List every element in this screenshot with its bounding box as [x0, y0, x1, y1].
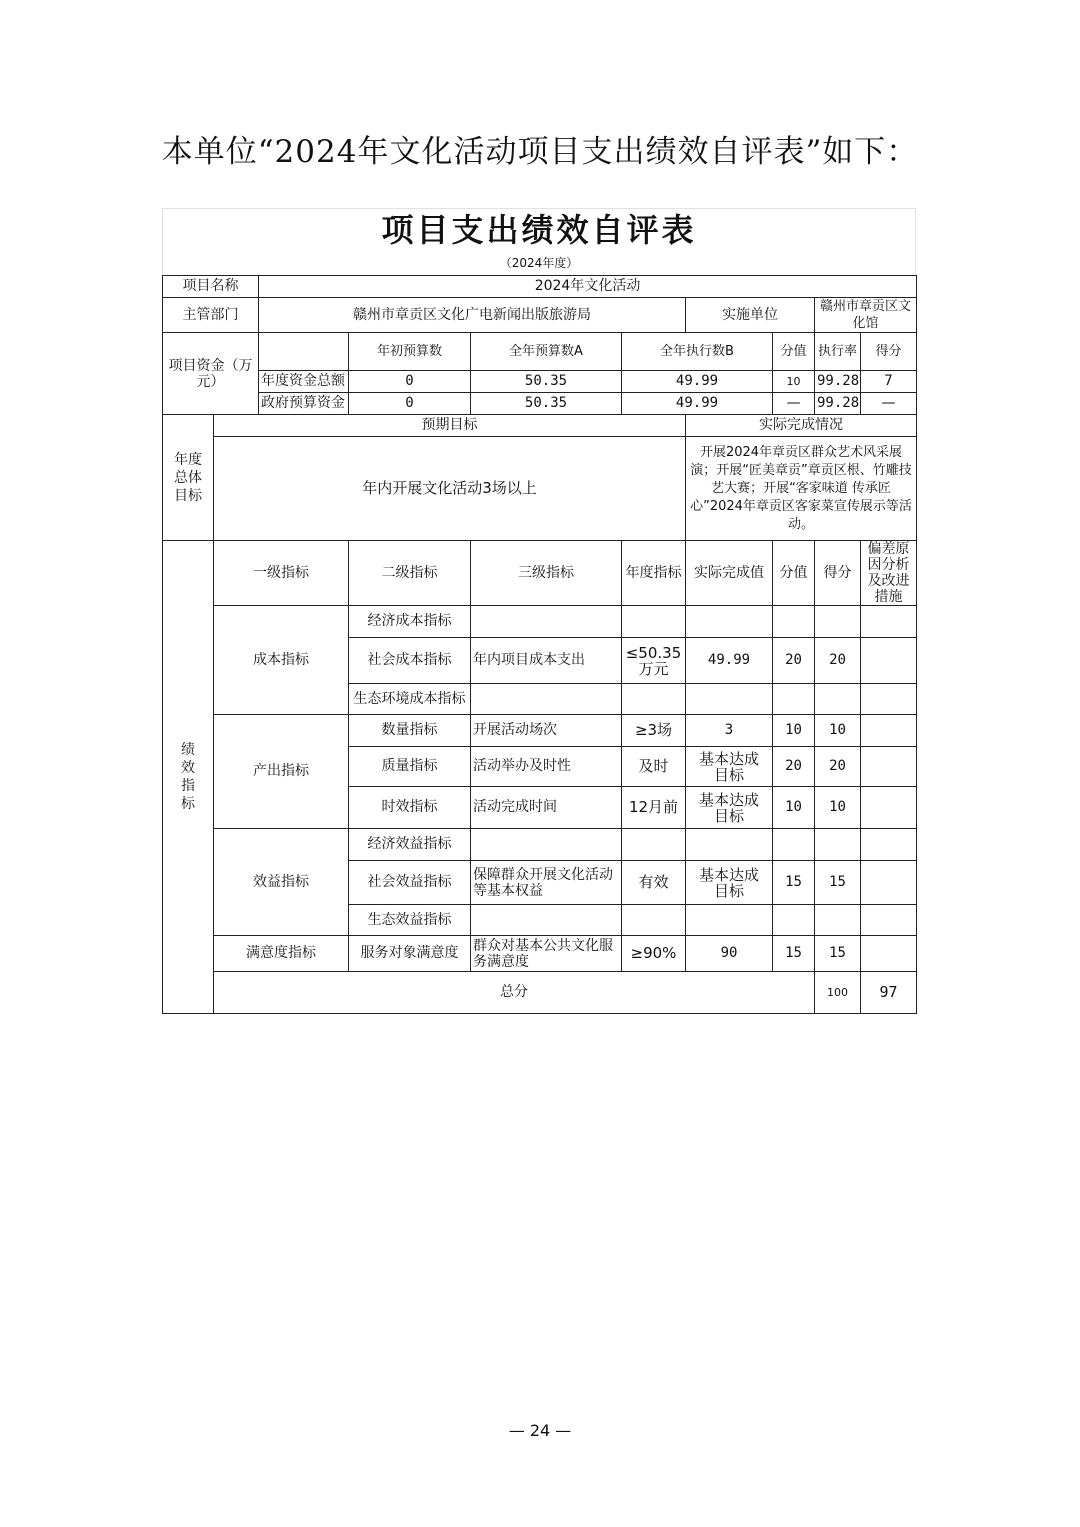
funds-score: 7 [861, 371, 917, 393]
perf-value: 20 [773, 747, 815, 787]
funds-row-name: 政府预算资金 [259, 393, 349, 415]
perf-value [773, 606, 815, 638]
perf-group-output: 产出指标 [214, 715, 349, 829]
goal-expected-header: 预期目标 [214, 415, 686, 437]
perf-header-actual: 实际完成值 [686, 541, 773, 606]
perf-note [861, 606, 917, 638]
perf-l3 [471, 905, 622, 936]
perf-target [622, 905, 686, 936]
funds-header-rate: 执行率 [815, 333, 861, 371]
perf-actual: 基本达成目标 [686, 861, 773, 905]
goal-expected-text: 年内开展文化活动3场以上 [214, 437, 686, 541]
perf-l3 [471, 606, 622, 638]
funds-header-exec: 全年执行数B [622, 333, 773, 371]
funds-header-score: 得分 [861, 333, 917, 371]
perf-actual: 基本达成目标 [686, 747, 773, 787]
perf-l2: 经济成本指标 [349, 606, 471, 638]
perf-actual: 49.99 [686, 638, 773, 684]
perf-l2: 生态效益指标 [349, 905, 471, 936]
evaluation-table [162, 275, 917, 1014]
funds-rate: 99.28 [815, 393, 861, 415]
perf-group-satisfaction: 满意度指标 [214, 936, 349, 972]
perf-l3: 年内项目成本支出 [471, 638, 622, 684]
perf-l2: 经济效益指标 [349, 829, 471, 861]
funds-exec: 49.99 [622, 371, 773, 393]
perf-l3 [471, 829, 622, 861]
funds-row-name: 年度资金总额 [259, 371, 349, 393]
perf-target: 有效 [622, 861, 686, 905]
perf-score [815, 905, 861, 936]
funds-rate: 99.28 [815, 371, 861, 393]
perf-l2: 数量指标 [349, 715, 471, 747]
perf-header-note: 偏差原因分析及改进措施 [861, 541, 917, 606]
perf-l2: 服务对象满意度 [349, 936, 471, 972]
perf-l2: 社会效益指标 [349, 861, 471, 905]
perf-note [861, 861, 917, 905]
perf-l3 [471, 684, 622, 715]
perf-note [861, 936, 917, 972]
perf-actual: 3 [686, 715, 773, 747]
perf-l2: 社会成本指标 [349, 638, 471, 684]
perf-target [622, 684, 686, 715]
dept-label: 主管部门 [163, 298, 259, 333]
perf-header-value: 分值 [773, 541, 815, 606]
perf-header-l2: 二级指标 [349, 541, 471, 606]
goal-actual-text: 开展2024年章贡区群众艺术风采展演；开展“匠美章贡”章贡区根、竹雕技艺大赛；开展“客家味道 传承匠心”2024年章贡区客家菜宣传展示等活动。 [686, 437, 917, 541]
perf-header-l3: 三级指标 [471, 541, 622, 606]
perf-target: ≥3场 [622, 715, 686, 747]
perf-note [861, 787, 917, 829]
perf-actual: 90 [686, 936, 773, 972]
total-label: 总分 [214, 972, 815, 1014]
perf-score: 20 [815, 638, 861, 684]
total-value: 100 [815, 972, 861, 1014]
perf-header-score: 得分 [815, 541, 861, 606]
perf-group-benefit: 效益指标 [214, 829, 349, 936]
perf-note [861, 638, 917, 684]
funds-initial: 0 [349, 371, 471, 393]
perf-score: 10 [815, 715, 861, 747]
perf-actual [686, 684, 773, 715]
perf-l3: 活动举办及时性 [471, 747, 622, 787]
perf-value: 15 [773, 861, 815, 905]
perf-note [861, 905, 917, 936]
funds-header-budget: 全年预算数A [471, 333, 622, 371]
perf-l2: 质量指标 [349, 747, 471, 787]
funds-label: 项目资金（万元） [163, 333, 259, 415]
perf-value: 10 [773, 787, 815, 829]
perf-l3: 开展活动场次 [471, 715, 622, 747]
perf-note [861, 715, 917, 747]
sheet-title: 项目支出绩效自评表 [162, 208, 916, 251]
funds-budget: 50.35 [471, 393, 622, 415]
perf-target: ≤50.35万元 [622, 638, 686, 684]
perf-note [861, 747, 917, 787]
intro-text: 本单位“2024年文化活动项目支出绩效自评表”如下： [161, 134, 919, 170]
project-name-value: 2024年文化活动 [259, 276, 917, 298]
perf-actual: 基本达成目标 [686, 787, 773, 829]
funds-header-initial: 年初预算数 [349, 333, 471, 371]
perf-score [815, 684, 861, 715]
perf-header-target: 年度指标 [622, 541, 686, 606]
perf-l2: 时效指标 [349, 787, 471, 829]
perf-value: 15 [773, 936, 815, 972]
perf-l3: 活动完成时间 [471, 787, 622, 829]
perf-target [622, 606, 686, 638]
perf-value [773, 829, 815, 861]
perf-l3: 群众对基本公共文化服务满意度 [471, 936, 622, 972]
project-name-label: 项目名称 [163, 276, 259, 298]
perf-actual [686, 606, 773, 638]
perf-label: 绩效指标 [163, 541, 214, 1014]
page-number: — 24 — [508, 1421, 572, 1440]
funds-score-value: 10 [773, 371, 815, 393]
perf-score [815, 606, 861, 638]
perf-score [815, 829, 861, 861]
funds-score-value: — [773, 393, 815, 415]
perf-actual [686, 905, 773, 936]
perf-target [622, 829, 686, 861]
perf-actual [686, 829, 773, 861]
funds-exec: 49.99 [622, 393, 773, 415]
sheet-year: （2024年度） [162, 251, 916, 275]
impl-unit-label: 实施单位 [686, 298, 815, 333]
perf-value: 10 [773, 715, 815, 747]
funds-initial: 0 [349, 393, 471, 415]
perf-note [861, 829, 917, 861]
perf-score: 10 [815, 787, 861, 829]
perf-l3: 保障群众开展文化活动等基本权益 [471, 861, 622, 905]
funds-budget: 50.35 [471, 371, 622, 393]
goal-label: 年度总体目标 [163, 415, 214, 541]
perf-score: 15 [815, 936, 861, 972]
funds-header-score-value: 分值 [773, 333, 815, 371]
self-evaluation-sheet [162, 208, 916, 1014]
perf-header-l1: 一级指标 [214, 541, 349, 606]
perf-value: 20 [773, 638, 815, 684]
goal-actual-header: 实际完成情况 [686, 415, 917, 437]
perf-score: 15 [815, 861, 861, 905]
total-score: 97 [861, 972, 917, 1014]
dept-value: 赣州市章贡区文化广电新闻出版旅游局 [259, 298, 686, 333]
perf-target: ≥90% [622, 936, 686, 972]
perf-target: 12月前 [622, 787, 686, 829]
perf-value [773, 684, 815, 715]
perf-value [773, 905, 815, 936]
perf-group-cost: 成本指标 [214, 606, 349, 715]
impl-unit-value: 赣州市章贡区文化馆 [815, 298, 917, 333]
perf-l2: 生态环境成本指标 [349, 684, 471, 715]
funds-score: — [861, 393, 917, 415]
perf-score: 20 [815, 747, 861, 787]
perf-target: 及时 [622, 747, 686, 787]
perf-note [861, 684, 917, 715]
